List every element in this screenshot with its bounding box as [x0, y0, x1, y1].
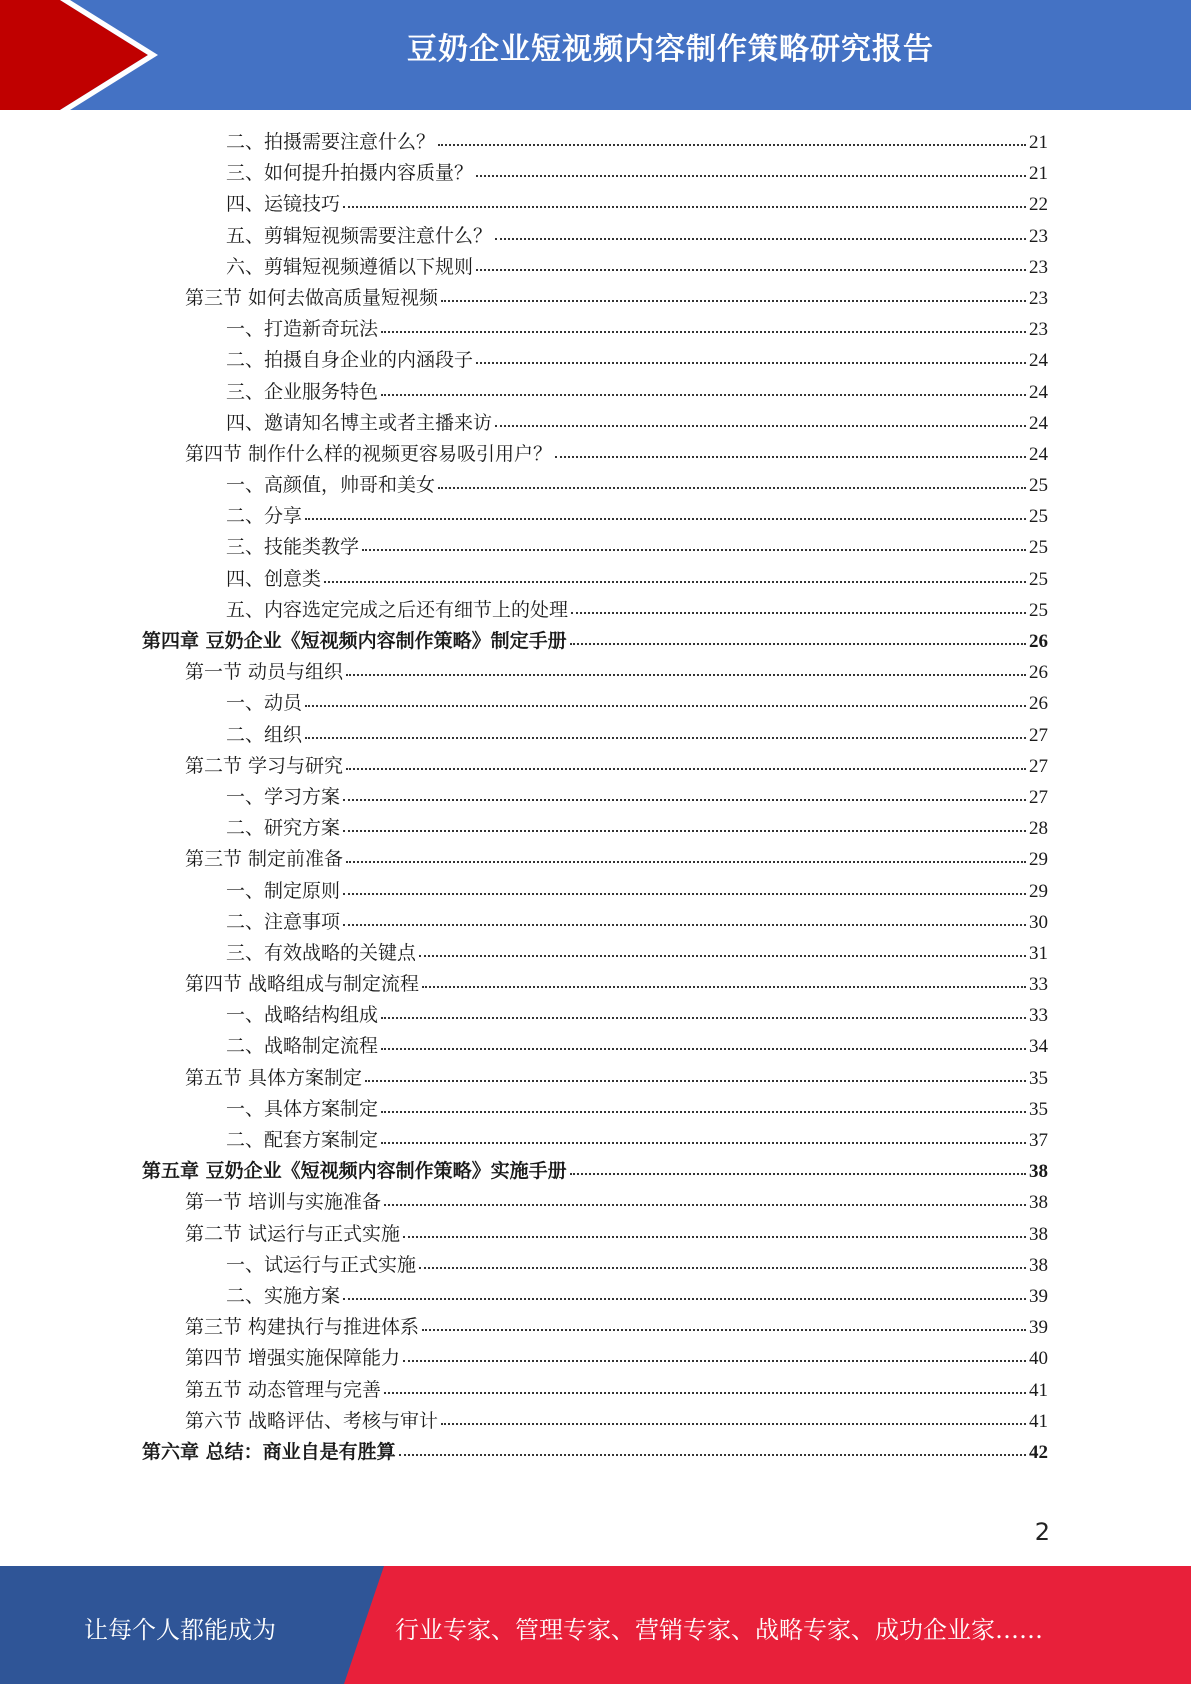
- toc-entry-title: 五、剪辑短视频需要注意什么？: [226, 224, 493, 247]
- toc-entry-title: 第六节 战略评估、考核与审计: [185, 1409, 439, 1432]
- toc-dot-leader: [399, 1451, 1026, 1456]
- toc-entry-page: 27: [1029, 724, 1048, 746]
- toc-entry[interactable]: [142, 813, 1048, 844]
- toc-entry-page: 21: [1029, 163, 1048, 185]
- toc-entry-title: 二、研究方案: [226, 817, 341, 840]
- toc-entry-page: 26: [1029, 631, 1048, 652]
- toc-dot-leader: [571, 609, 1026, 614]
- toc-entry-page: 22: [1029, 194, 1048, 216]
- toc-entry[interactable]: [142, 1219, 1048, 1250]
- toc-dot-leader: [419, 952, 1026, 957]
- toc-entry-page: 38: [1029, 1161, 1048, 1183]
- toc-entry[interactable]: [142, 564, 1048, 595]
- page-header: [0, 0, 1191, 110]
- toc-dot-leader: [381, 391, 1026, 396]
- toc-entry[interactable]: [142, 283, 1048, 314]
- toc-dot-leader: [346, 765, 1026, 770]
- toc-entry-page: 23: [1029, 225, 1048, 247]
- toc-dot-leader: [381, 328, 1026, 333]
- toc-entry[interactable]: [142, 470, 1048, 501]
- toc-entry[interactable]: [142, 1063, 1048, 1094]
- toc-dot-leader: [422, 1326, 1026, 1331]
- toc-entry-page: 35: [1029, 1067, 1048, 1089]
- toc-entry[interactable]: [142, 501, 1048, 532]
- toc-entry-title: 第四章 豆奶企业《短视频内容制作策略》制定手册: [142, 630, 567, 652]
- toc-entry-page: 31: [1029, 942, 1048, 964]
- toc-dot-leader: [324, 578, 1026, 583]
- toc-entry[interactable]: [142, 657, 1048, 688]
- toc-entry-title: 一、试运行与正式实施: [226, 1253, 417, 1276]
- toc-dot-leader: [476, 172, 1026, 177]
- toc-entry-title: 四、运镜技巧: [226, 193, 341, 216]
- toc-entry-title: 第二节 试运行与正式实施: [185, 1222, 401, 1245]
- toc-entry-title: 第三节 构建执行与推进体系: [185, 1316, 420, 1339]
- toc-dot-leader: [384, 1389, 1026, 1394]
- toc-dot-leader: [381, 1014, 1026, 1019]
- toc-dot-leader: [570, 640, 1026, 645]
- toc-entry[interactable]: [142, 1187, 1048, 1218]
- toc-entry-page: 28: [1029, 818, 1048, 840]
- toc-entry-page: 26: [1029, 693, 1048, 715]
- page-number: 2: [1034, 1518, 1050, 1546]
- toc-dot-leader: [346, 858, 1026, 863]
- toc-entry-page: 24: [1029, 350, 1048, 372]
- toc-entry-page: 23: [1029, 287, 1048, 309]
- toc-entry[interactable]: [142, 938, 1048, 969]
- toc-dot-leader: [343, 890, 1026, 895]
- toc-entry[interactable]: [142, 1031, 1048, 1062]
- toc-entry[interactable]: [142, 377, 1048, 408]
- toc-entry-title: 第五节 动态管理与完善: [185, 1378, 382, 1401]
- toc-entry-page: 35: [1029, 1098, 1048, 1120]
- toc-entry[interactable]: [142, 314, 1048, 345]
- toc-dot-leader: [305, 515, 1026, 520]
- footer-slogan-left: 让每个人都能成为: [84, 1616, 276, 1644]
- page-footer: [0, 1566, 1191, 1684]
- toc-entry-page: 29: [1029, 849, 1048, 871]
- toc-dot-leader: [343, 796, 1026, 801]
- toc-entry-page: 27: [1029, 755, 1048, 777]
- toc-entry-page: 25: [1029, 599, 1048, 621]
- document-title: 豆奶企业短视频内容制作策略研究报告: [407, 32, 934, 67]
- toc-entry-title: 三、技能类教学: [226, 536, 360, 559]
- toc-dot-leader: [381, 1108, 1026, 1113]
- toc-entry-page: 25: [1029, 506, 1048, 528]
- toc-entry-title: 第三节 制定前准备: [185, 848, 344, 871]
- toc-entry-title: 第一节 培训与实施准备: [185, 1191, 382, 1214]
- toc-dot-leader: [555, 453, 1026, 458]
- toc-entry[interactable]: [142, 158, 1048, 189]
- toc-entry[interactable]: [142, 1125, 1048, 1156]
- toc-dot-leader: [441, 297, 1026, 302]
- toc-entry-page: 25: [1029, 568, 1048, 590]
- toc-dot-leader: [495, 235, 1026, 240]
- toc-entry-page: 39: [1029, 1317, 1048, 1339]
- toc-entry-title: 第四节 增强实施保障能力: [185, 1347, 401, 1370]
- toc-entry-page: 37: [1029, 1130, 1048, 1151]
- toc-dot-leader: [570, 1170, 1026, 1175]
- toc-dot-leader: [403, 1357, 1026, 1362]
- toc-entry-title: 第三节 如何去做高质量短视频: [185, 286, 439, 309]
- toc-entry-title: 第四节 战略组成与制定流程: [185, 973, 420, 996]
- toc-entry-title: 二、拍摄自身企业的内涵段子: [226, 349, 474, 372]
- toc-entry-page: 42: [1029, 1441, 1048, 1463]
- toc-entry[interactable]: [142, 751, 1048, 782]
- toc-dot-leader: [441, 1420, 1026, 1425]
- toc-dot-leader: [438, 141, 1026, 146]
- toc-entry[interactable]: [142, 1094, 1048, 1125]
- toc-entry-page: 38: [1029, 1254, 1048, 1276]
- toc-entry[interactable]: [142, 720, 1048, 751]
- toc-entry[interactable]: [142, 127, 1048, 158]
- toc-entry-page: 41: [1029, 1379, 1048, 1401]
- toc-dot-leader: [343, 1295, 1026, 1300]
- toc-entry-title: 第五章 豆奶企业《短视频内容制作策略》实施手册: [142, 1160, 567, 1183]
- toc-dot-leader: [384, 1201, 1026, 1206]
- toc-dot-leader: [381, 1139, 1026, 1144]
- toc-entry-title: 一、打造新奇玩法: [226, 318, 379, 341]
- toc-entry[interactable]: [142, 345, 1048, 376]
- toc-entry-page: 38: [1029, 1223, 1048, 1245]
- toc-entry-page: 33: [1029, 974, 1048, 996]
- toc-dot-leader: [305, 734, 1026, 739]
- toc-entry-page: 21: [1029, 132, 1048, 153]
- toc-entry-page: 25: [1029, 475, 1048, 497]
- toc-entry-page: 34: [1029, 1036, 1048, 1058]
- toc-entry-title: 三、有效战略的关键点: [226, 941, 417, 964]
- toc-entry[interactable]: [142, 189, 1048, 220]
- toc-dot-leader: [476, 266, 1026, 271]
- toc-entry-page: 29: [1029, 880, 1048, 902]
- toc-entry[interactable]: [142, 439, 1048, 470]
- toc-entry-page: 39: [1029, 1285, 1048, 1307]
- toc-entry-title: 二、拍摄需要注意什么？: [226, 131, 436, 153]
- toc-entry-page: 26: [1029, 662, 1048, 684]
- toc-entry[interactable]: [142, 1312, 1048, 1343]
- toc-entry-title: 四、创意类: [226, 567, 322, 590]
- toc-entry[interactable]: [142, 595, 1048, 626]
- toc-entry-title: 一、战略结构组成: [226, 1004, 379, 1027]
- toc-entry[interactable]: [142, 1281, 1048, 1312]
- toc-entry-page: 24: [1029, 381, 1048, 403]
- footer-slogan-right: 行业专家、管理专家、营销专家、战略专家、成功企业家……: [395, 1616, 1043, 1644]
- toc-dot-leader: [495, 422, 1026, 427]
- toc-entry-page: 40: [1029, 1348, 1048, 1370]
- toc-dot-leader: [403, 1233, 1026, 1238]
- toc-dot-leader: [343, 921, 1026, 926]
- toc-entry[interactable]: [142, 688, 1048, 719]
- toc-dot-leader: [419, 1264, 1026, 1269]
- toc-dot-leader: [343, 203, 1026, 208]
- toc-entry-page: 24: [1029, 443, 1048, 465]
- toc-entry-page: 38: [1029, 1192, 1048, 1214]
- toc-entry-title: 第四节 制作什么样的视频更容易吸引用户？: [185, 442, 553, 465]
- toc-entry[interactable]: [142, 1375, 1048, 1406]
- toc-entry[interactable]: [142, 1156, 1048, 1187]
- toc-entry[interactable]: [142, 626, 1048, 657]
- toc-entry-page: 30: [1029, 911, 1048, 933]
- toc-entry-title: 第一节 动员与组织: [185, 661, 344, 684]
- toc-dot-leader: [381, 1045, 1026, 1050]
- toc-entry-title: 一、具体方案制定: [226, 1097, 379, 1120]
- toc-entry-title: 三、企业服务特色: [226, 380, 379, 403]
- toc-entry-title: 三、如何提升拍摄内容质量？: [226, 162, 474, 185]
- toc-entry[interactable]: [142, 1406, 1048, 1437]
- toc-entry-page: 23: [1029, 256, 1048, 278]
- toc-dot-leader: [362, 546, 1026, 551]
- toc-entry-page: 41: [1029, 1410, 1048, 1432]
- toc-entry[interactable]: [142, 532, 1048, 563]
- toc-entry[interactable]: [142, 221, 1048, 252]
- toc-entry-title: 二、组织: [226, 723, 303, 746]
- toc-entry-title: 第六章 总结：商业自是有胜算: [142, 1440, 396, 1463]
- toc-entry-title: 二、实施方案: [226, 1284, 341, 1307]
- toc-entry-title: 第五节 具体方案制定: [185, 1066, 363, 1089]
- toc-dot-leader: [346, 671, 1026, 676]
- toc-entry-page: 33: [1029, 1005, 1048, 1027]
- toc-entry[interactable]: [142, 252, 1048, 283]
- toc-dot-leader: [476, 359, 1026, 364]
- toc-entry-title: 四、邀请知名博主或者主播来访: [226, 411, 493, 434]
- toc-entry-title: 五、内容选定完成之后还有细节上的处理: [226, 598, 569, 621]
- toc-entry[interactable]: [142, 876, 1048, 907]
- toc-entry-title: 一、动员: [226, 692, 303, 715]
- toc-entry[interactable]: [142, 1437, 1048, 1468]
- toc-entry[interactable]: [142, 844, 1048, 875]
- toc-dot-leader: [438, 484, 1026, 489]
- toc-entry[interactable]: [142, 1343, 1048, 1374]
- toc-dot-leader: [343, 827, 1026, 832]
- toc-entry-page: 24: [1029, 412, 1048, 434]
- toc-entry-title: 二、配套方案制定: [226, 1129, 379, 1151]
- toc-entry-title: 二、分享: [226, 505, 303, 528]
- toc-entry[interactable]: [142, 969, 1048, 1000]
- toc-entry-title: 一、高颜值，帅哥和美女: [226, 474, 436, 497]
- toc-entry[interactable]: [142, 1250, 1048, 1281]
- table-of-contents: [142, 127, 1048, 1468]
- toc-entry-title: 六、剪辑短视频遵循以下规则: [226, 255, 474, 278]
- toc-dot-leader: [365, 1077, 1026, 1082]
- toc-dot-leader: [422, 983, 1026, 988]
- toc-entry[interactable]: [142, 1000, 1048, 1031]
- toc-entry-page: 23: [1029, 319, 1048, 341]
- toc-dot-leader: [305, 702, 1026, 707]
- toc-entry-title: 一、制定原则: [226, 879, 341, 902]
- toc-entry-title: 二、注意事项: [226, 910, 341, 933]
- toc-entry-page: 27: [1029, 786, 1048, 808]
- toc-entry[interactable]: [142, 907, 1048, 938]
- toc-entry-title: 一、学习方案: [226, 785, 341, 808]
- toc-entry-title: 二、战略制定流程: [226, 1035, 379, 1058]
- toc-entry-page: 25: [1029, 537, 1048, 559]
- toc-entry-title: 第二节 学习与研究: [185, 754, 344, 777]
- toc-entry[interactable]: [142, 782, 1048, 813]
- toc-entry[interactable]: [142, 408, 1048, 439]
